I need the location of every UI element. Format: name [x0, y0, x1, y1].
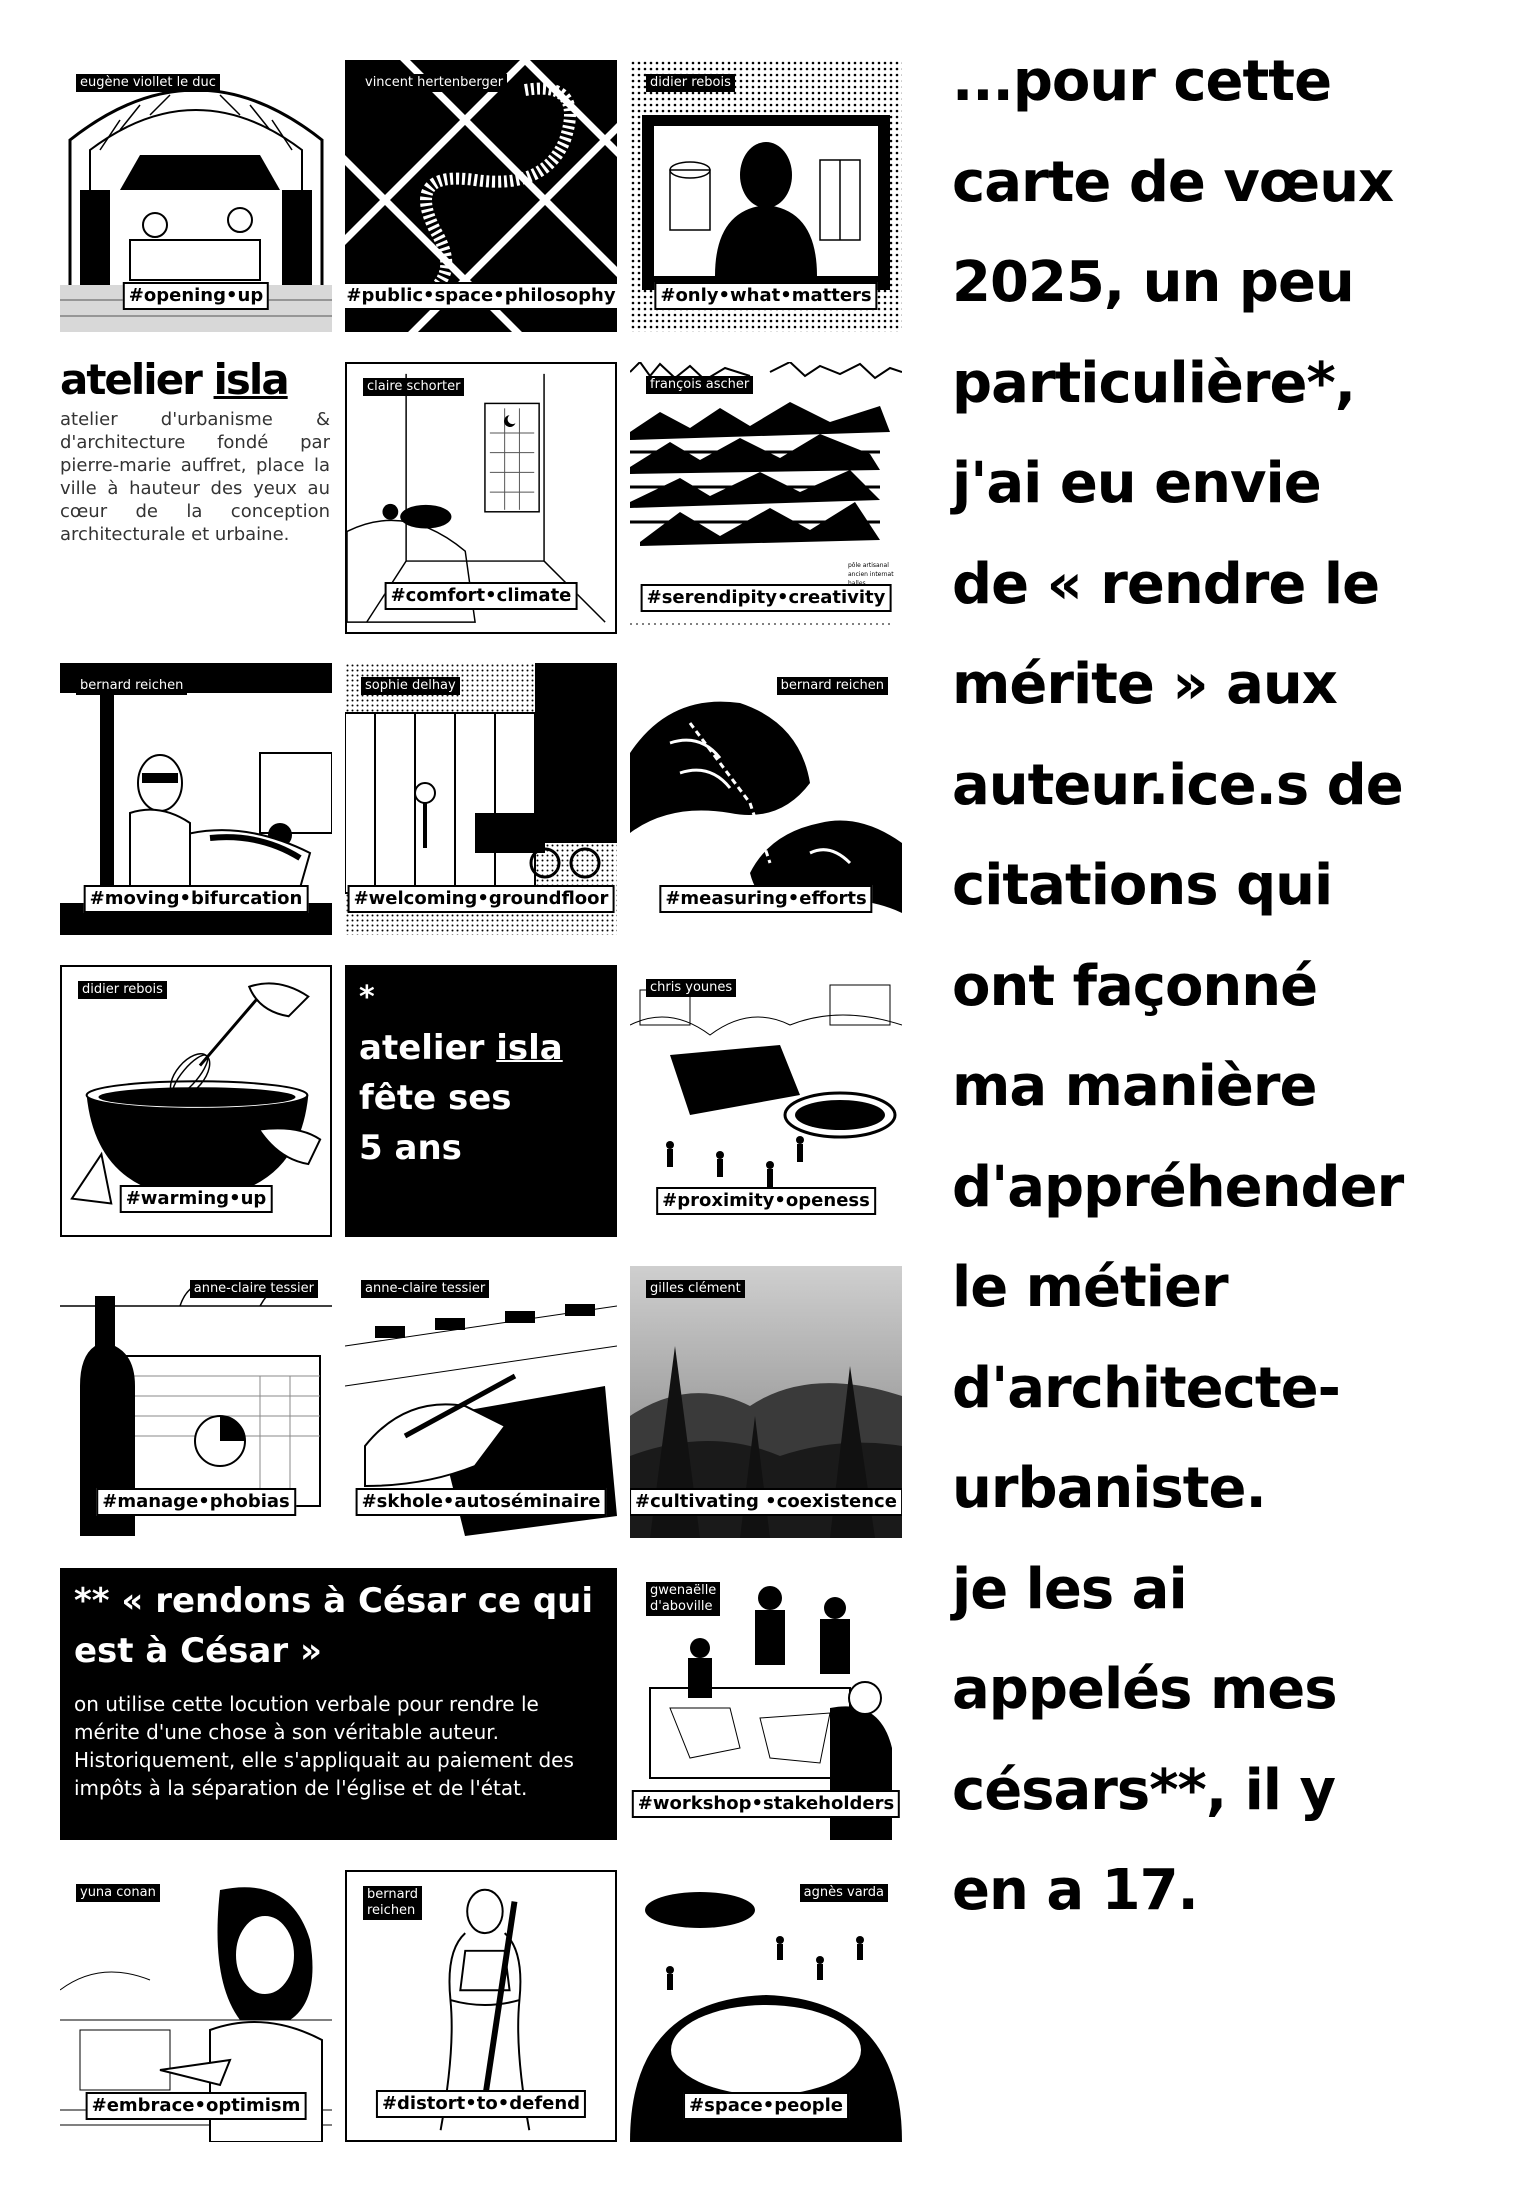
hashtag-label: #embrace•optimism — [86, 2092, 307, 2120]
hashtag-label: #skhole•autoséminaire — [356, 1488, 607, 1516]
hashtag-label: #space•people — [683, 2092, 849, 2120]
tile-space-people — [630, 1870, 902, 2142]
hashtag-label: #proximity•openess — [656, 1187, 876, 1215]
author-label: yuna conan — [76, 1884, 160, 1902]
tile-moving-bifurcation — [60, 663, 332, 935]
tile-public-space-philosophy — [345, 60, 617, 332]
cesar-heading: ** « rendons à César ce qui est à César » — [74, 1581, 594, 1671]
author-label: françois ascher — [646, 376, 753, 394]
hashtag-label: #moving•bifurcation — [84, 885, 309, 913]
tile-measuring-efforts — [630, 663, 902, 935]
hashtag-label: #welcoming•groundfloor — [348, 885, 615, 913]
brand-title: atelier isla — [60, 355, 288, 404]
author-label: anne-claire tessier — [361, 1280, 489, 1298]
author-label: gilles clément — [646, 1280, 745, 1298]
hashtag-label: #opening•up — [123, 282, 269, 310]
svg-text:ancien internat: ancien internat — [848, 571, 894, 578]
author-label: anne-claire tessier — [190, 1280, 318, 1298]
author-label: bernard reichen — [363, 1886, 422, 1920]
tile-embrace-optimism — [60, 1870, 332, 2142]
author-label: bernard reichen — [76, 677, 187, 695]
cesar-definition-panel — [60, 1568, 617, 1840]
anniversary-panel — [345, 965, 617, 1237]
tile-comfort-climate — [345, 362, 617, 634]
tile-warming-up — [60, 965, 332, 1237]
tile-manage-phobias — [60, 1266, 332, 1538]
cesar-body: on utilise cette locution verbale pour rendre le mérite d'une chose à son véritable auteur. Historiquement, elle s'appliquait au paiement des impôts à la séparation de l'église et de l'état. — [74, 1692, 574, 1800]
author-label: didier rebois — [78, 981, 167, 999]
hashtag-label: #public•space•philosophy — [345, 282, 617, 310]
hashtag-label: #only•what•matters — [654, 282, 877, 310]
author-label: eugène viollet le duc — [76, 74, 220, 92]
tile-opening-up — [60, 60, 332, 332]
hashtag-label: #cultivating •coexistence — [630, 1488, 902, 1516]
author-label: claire schorter — [363, 378, 464, 396]
author-label: bernard reichen — [777, 677, 888, 695]
tile-skhole-autoseminaire — [345, 1266, 617, 1538]
author-label: chris younes — [646, 979, 736, 997]
author-label: vincent hertenberger — [361, 74, 507, 92]
author-label: gwenaëlle d'aboville — [646, 1582, 720, 1616]
footnote-star: * — [359, 980, 375, 1015]
hashtag-label: #warming•up — [120, 1185, 273, 1213]
tile-only-what-matters — [630, 60, 902, 332]
tile-proximity-openess — [630, 965, 902, 1237]
hashtag-label: #distort•to•defend — [376, 2090, 586, 2118]
hashtag-label: #comfort•climate — [385, 582, 578, 610]
svg-text:pôle artisanal: pôle artisanal — [848, 562, 889, 569]
hashtag-label: #manage•phobias — [96, 1488, 296, 1516]
tile-serendipity-creativity — [630, 362, 902, 634]
brand-description: atelier d'urbanisme & d'architecture fondé par pierre-marie auffret, place la ville à hauteur des yeux au cœur de la conception architecturale et urbaine. — [60, 409, 330, 545]
author-label: sophie delhay — [361, 677, 460, 695]
hashtag-label: #measuring•efforts — [659, 885, 872, 913]
brand-block — [60, 356, 330, 546]
anniversary-text: atelier isla fête ses 5 ans — [359, 1028, 563, 1168]
tile-workshop-stakeholders — [630, 1568, 902, 1840]
hashtag-label: #serendipity•creativity — [641, 584, 892, 612]
tile-welcoming-groundfloor — [345, 663, 617, 935]
author-label: didier rebois — [646, 74, 735, 92]
intro-text: ...pour cette carte de vœux 2025, un peu particulière*, j'ai eu envie de « rendre le mérite » aux auteur.ice.s de citations qui ont façonné ma manière d'appréhender le métier d'architecte- urbaniste. je les ai appelés mes césars**, il y en a 17. — [952, 49, 1404, 1923]
tile-cultivating-coexistence — [630, 1266, 902, 1538]
hashtag-label: #workshop•stakeholders — [632, 1790, 900, 1818]
tile-distort-to-defend — [345, 1870, 617, 2142]
brand-title-underlined: isla — [213, 355, 288, 404]
author-label: agnès varda — [800, 1884, 888, 1902]
